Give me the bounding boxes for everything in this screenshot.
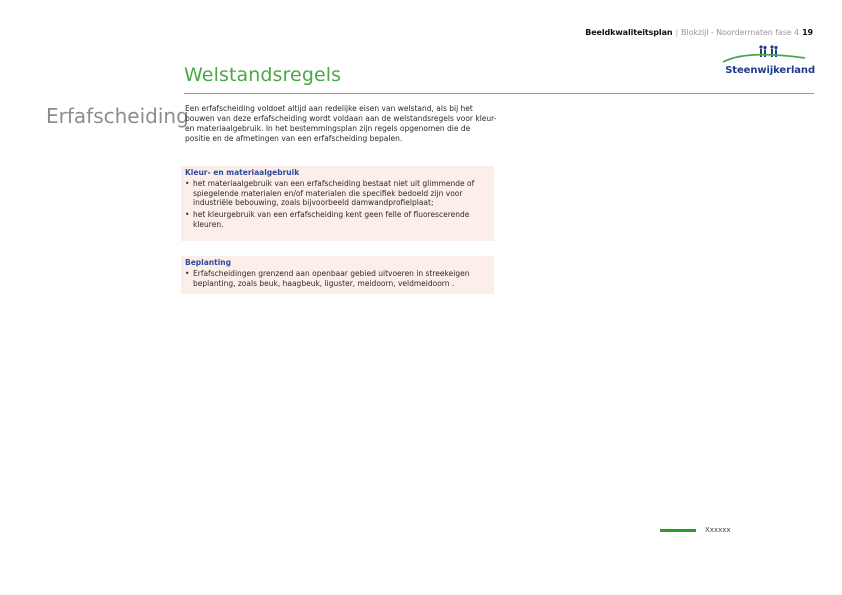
bullet-icon: • [185,269,190,278]
section-heading: Erfafscheiding [46,104,189,128]
header-separator: | [675,28,679,37]
info-box-color-material [181,166,494,241]
footer-label: Xxxxxx [705,526,731,534]
box-heading: Beplanting [185,258,232,267]
steenwijkerland-logo [715,44,815,80]
list-item-text: Erfafscheidingen grenzend aan openbaar gebied uitvoeren in streekeigen beplanting, zoals beuk, haagbeuk, liguster, meidoorn, veldmeidoorn . [193,269,470,288]
list-item [185,179,490,208]
page-title: Welstandsregels [184,64,342,86]
box-heading: Kleur- en materiaalgebruik [185,168,300,177]
logo-wordmark: Steenwijkerland [725,65,815,76]
bullet-list [185,269,490,288]
list-item-text: het materiaalgebruik van een erfafscheiding bestaat niet uit glimmende of spiegelende materialen en/of materialen die specifiek bedoeld zijn voor industriële bebouwing, zoals bijvoorbeeld damwandprofielplaat; [193,179,475,208]
list-item [185,269,490,288]
info-box-planting [181,256,494,294]
document-subtitle: Blokzijl - Noordermaten fase 4 [681,28,800,37]
footer-marker-bar [660,529,696,532]
list-item [185,210,490,229]
bullet-list [185,179,490,230]
running-header [585,28,813,37]
bullet-icon: • [185,210,190,220]
bullet-icon: • [185,179,190,188]
title-divider [184,93,814,94]
document-title: Beeldkwaliteitsplan [585,28,673,37]
page-number: 19 [802,28,813,37]
intro-paragraph: Een erfafscheiding voldoet altijd aan redelijke eisen van welstand, als bij het bouwen van deze erfafscheiding wordt voldaan aan de welstandsregels voor kleur- en materiaalgebruik. In het bestemmingsplan zijn regels opgenomen die de positie en de afmetingen van een erfafscheiding bepalen. [185,104,497,143]
list-item-text: het kleurgebruik van een erfafscheiding kent geen felle of fluorescerende kleuren. [193,210,470,229]
